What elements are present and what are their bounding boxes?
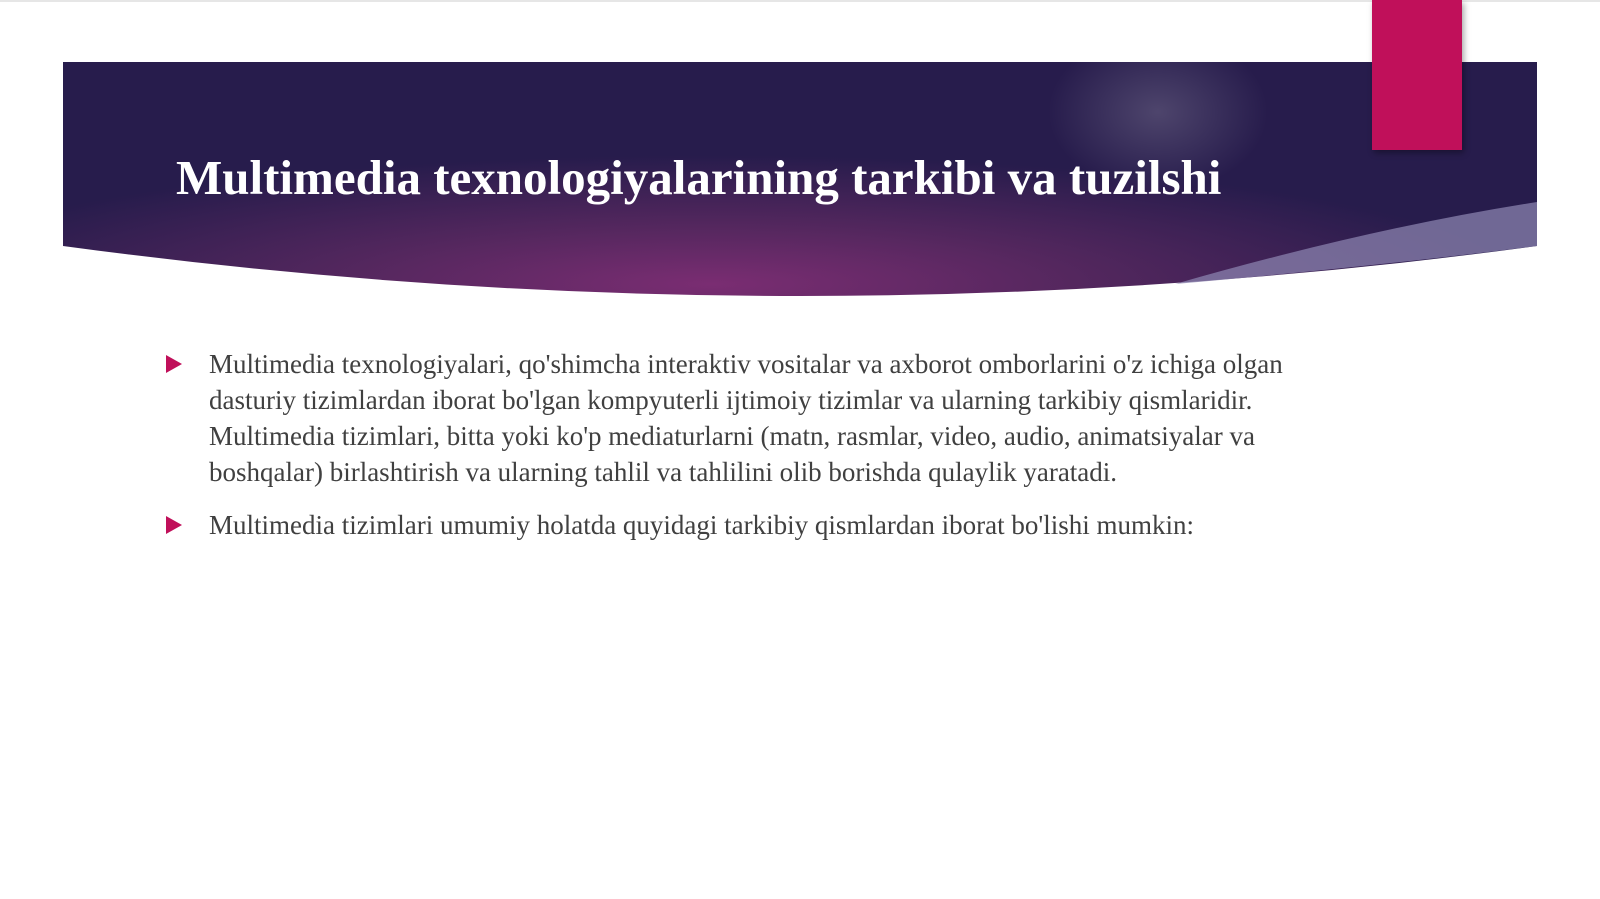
slide-content xyxy=(160,346,1300,560)
bullet-text: Multimedia texnologiyalari, qo'shimcha interaktiv vositalar va axborot omborlarini o'z ichiga olgan dasturiy tizimlardan iborat bo'lgan kompyuterli ijtimoiy tizimlar va ularning tarkibiy qismlaridir. Multimedia tizimlari, bitta yoki ko'p mediaturlarni (matn, rasmlar, video, audio, animatsiyalar va boshqalar) birlashtirish va ularning tahlil va tahlilini olib borishda qulaylik yaratadi. xyxy=(209,349,1283,487)
slide-title: Multimedia texnologiyalarining tarkibi va tuzilshi xyxy=(176,150,1222,205)
bullet-item xyxy=(160,346,1300,490)
triangle-right-icon xyxy=(166,516,182,534)
bullet-item xyxy=(160,507,1300,543)
triangle-right-icon xyxy=(166,355,182,373)
accent-tab xyxy=(1372,0,1462,150)
bullet-text: Multimedia tizimlari umumiy holatda quyidagi tarkibiy qismlardan iborat bo'lishi mumkin: xyxy=(209,510,1194,540)
